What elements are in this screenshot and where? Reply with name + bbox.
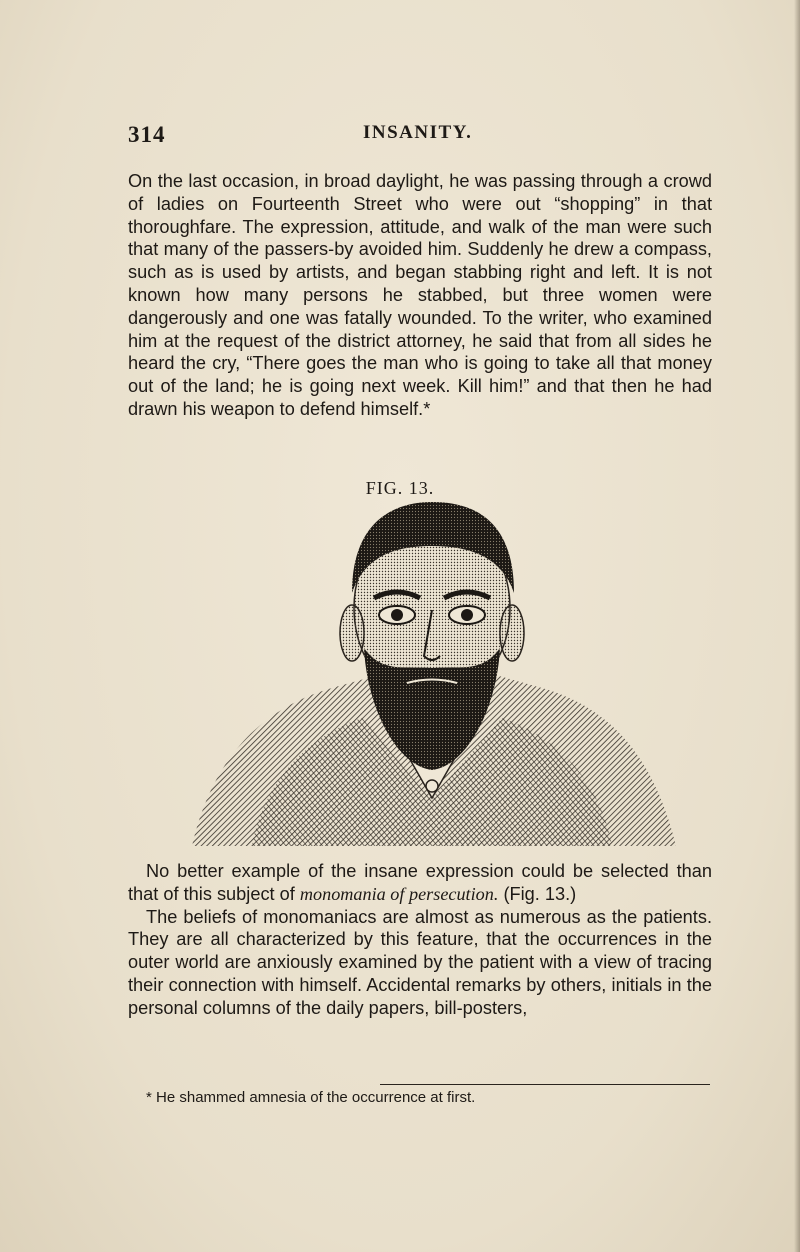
paragraph-3: The beliefs of monomaniacs are almost as numerous as the patients. They are all characterized by this feature, that the occurrences in the outer world are anxiously examined by the patient with a view of tracing their connection with himself. Accidental remarks by others, initials in the personal columns of the daily papers, bill-posters, xyxy=(128,906,712,1018)
figure-label: FIG. 13. xyxy=(365,478,435,498)
paragraph-2 xyxy=(128,860,712,1020)
footnote-rule xyxy=(380,1084,710,1085)
page-edge-shadow xyxy=(794,0,800,1252)
page-number: 314 xyxy=(128,122,166,147)
running-head: INSANITY. xyxy=(363,122,473,143)
footnote: * He shammed amnesia of the occurrence at first. xyxy=(146,1089,476,1106)
figure-engraving xyxy=(192,498,676,846)
paragraph-1: On the last occasion, in broad daylight, he was passing through a crowd of ladies on Fourteenth Street who were out “shopping” in that thoroughfare. The expression, attitude, and walk of the man were such that many of the passers-by avoided him. Suddenly he drew a compass, such as is used by artists, and began stabbing right and left. It is not known how many persons he stabbed, but three women were dangerously and one was fatally wounded. To the writer, who examined him at the request of the district attorney, he said that from all sides he heard the cry, “There goes the man who is going to take all that money out of the land; he is going next week. Kill him!” and that then he had drawn his weapon to defend himself.* xyxy=(128,171,712,419)
paragraph-2-italic: monomania of persecution. xyxy=(299,883,499,904)
engraved-portrait xyxy=(192,498,676,846)
paragraph-2-text: No better example of the insane expression could be selected than that of this subject of xyxy=(128,861,712,904)
page-header xyxy=(128,122,713,152)
paragraph-2-figref: (Fig. 13.) xyxy=(498,883,577,904)
